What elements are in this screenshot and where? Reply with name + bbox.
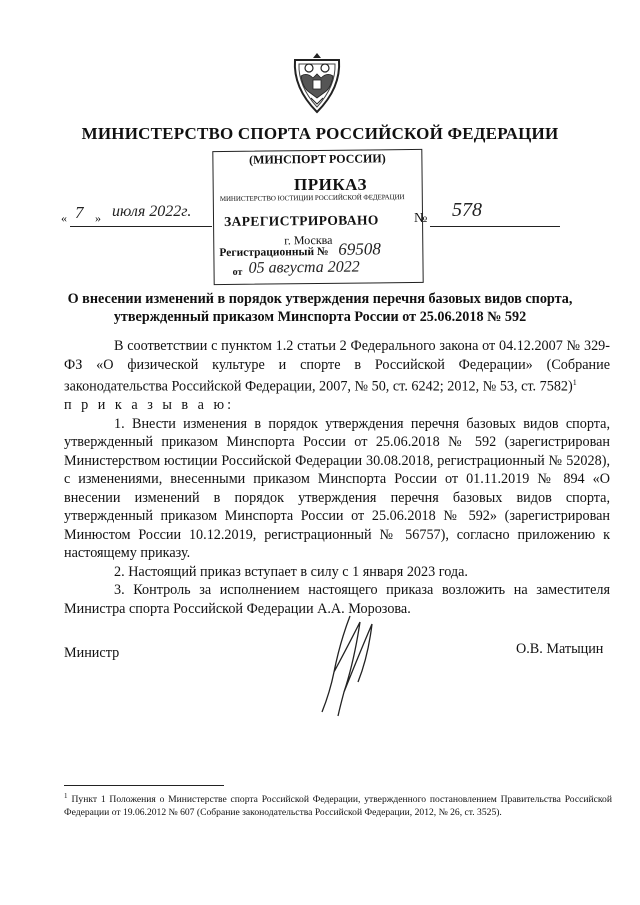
date-quote-open: « (61, 211, 67, 225)
document-type: ПРИКАЗ (294, 175, 367, 194)
item-2: 2. Настоящий приказ вступает в силу с 1 января 2023 года. (114, 563, 468, 580)
stamp-date: 05 августа 2022 (248, 258, 360, 277)
signatory-name: О.В. Матыцин (516, 641, 604, 657)
item-1: 1. Внести изменения в порядок утверждения перечня базовых видов спорта, утвержденный приказом Минспорта России от 25.06.2018 № 592 (зарегистрирован Министерством юстиции Российской Федерации 30.08.2018, регистрационный № 52028), с изменениями, внесенными приказом Минспорта России от 01.11.2019 № 894 «О внесении изменений в порядок утверждения перечня базовых видов спорта, утвержденный приказом Минспорта России от 25.06.2018 № 592» (зарегистрирован Минюстом России 10.12.2019, регистрационный № 56757), согласно приложению к настоящему приказу. (64, 415, 610, 562)
signatory-position: Министр (64, 645, 120, 661)
stamp-agency: (МИНСПОРТ РОССИИ) (249, 151, 386, 167)
order-number-sign: № (414, 211, 428, 226)
footnote-reference: 1 (572, 378, 577, 387)
document-body (64, 337, 610, 618)
item-3: 3. Контроль за исполнением настоящего приказа возложить на заместителя Министра спорта Российской Федерации А.А. Морозова. (64, 582, 610, 617)
stamp-city: г. Москва (284, 232, 333, 248)
footnote-separator (64, 785, 224, 786)
footnote (64, 790, 612, 819)
document-title: О внесении изменений в порядок утверждения перечня базовых видов спорта, утвержденный приказом Минспорта России от 25.06.2018 № 592 (67, 291, 573, 325)
order-number: 578 (452, 199, 482, 221)
footnote-mark: 1 (64, 792, 68, 800)
stamp-justice-ministry: МИНИСТЕРСТВО ЮСТИЦИИ РОССИЙСКОЙ ФЕДЕРАЦИИ (219, 193, 405, 204)
order-day: 7 (75, 203, 84, 222)
preamble-paragraph (64, 337, 610, 396)
stamp-reg-number: 69508 (338, 239, 381, 259)
stamp-date-prefix: от (232, 266, 243, 278)
footnote-text: Пункт 1 Положения о Министерстве спорта Российской Федерации, утвержденного постановлением Правительства Российской Федерации от 19.06.2012 № 607 (Собрание законодательства Российской Федерации, 2012, № 26, ст. 3525). (64, 794, 612, 819)
order-month-year: июля 2022г. (112, 203, 192, 220)
handwritten-signature (310, 612, 390, 720)
stamp-registered: ЗАРЕГИСТРИРОВАНО (223, 212, 379, 229)
coat-of-arms-emblem (285, 50, 349, 116)
date-quote-close: » (95, 211, 101, 225)
number-underline (430, 226, 560, 227)
ministry-name: МИНИСТЕРСТВО СПОРТА РОССИЙСКОЙ ФЕДЕРАЦИИ (81, 124, 559, 143)
registration-stamp (212, 149, 423, 285)
preamble-text: В соответствии с пунктом 1.2 статьи 2 Федерального закона от 04.12.2007 № 329-ФЗ «О физической культуре и спорте в Российской Федерации» (Собрание законодательства Российской Федерации, 2007, № 50, ст. 6242; 2012, № 53, ст. 7582) (64, 338, 610, 395)
date-underline (70, 226, 212, 227)
order-word: п р и к а з ы в а ю: (64, 397, 235, 414)
stamp-reg-number-label: Регистрационный № (219, 245, 329, 260)
